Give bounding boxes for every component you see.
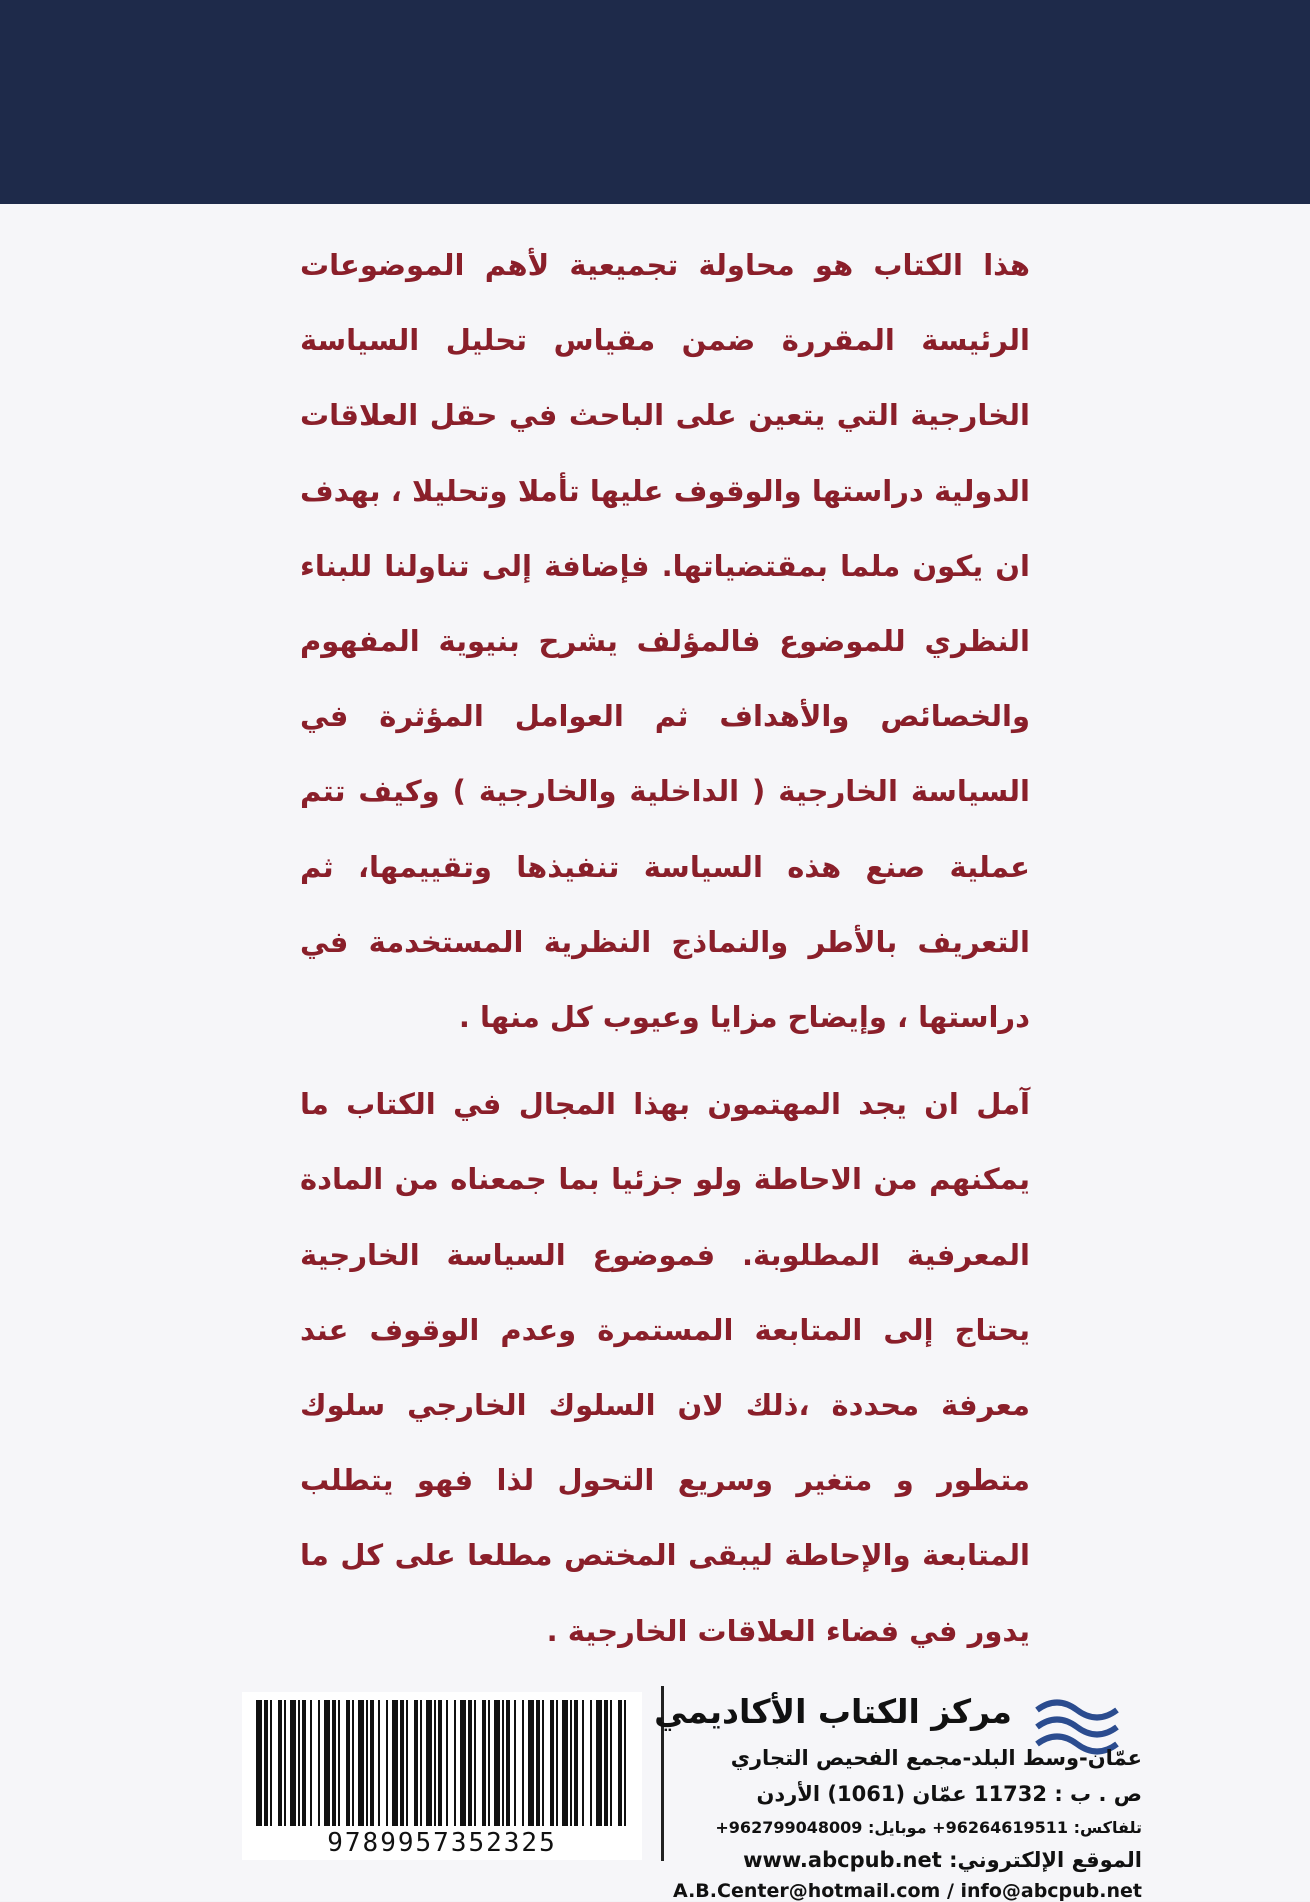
publisher-phone: تلفاكس: 96264619511+ موبايل: 962799048009+ — [715, 1818, 1142, 1837]
barcode-bar — [590, 1700, 592, 1826]
barcode-bar — [446, 1700, 448, 1826]
barcode-bar — [610, 1700, 612, 1826]
blurb-paragraph-1: هذا الكتاب هو محاولة تجميعية لأهم الموضوعات الرئيسة المقررة ضمن مقياس تحليل السياسة الخارجية التي يتعين على الباحث في حقل العلاقات الدولية دراستها والوقوف عليها تأملا وتحليلا ، بهدف ان يكون ملما بمقتضياتها. فإضافة إلى تناولنا للبناء النظري للموضوع فالمؤلف يشرح بنيوية المفهوم والخصائص والأهداف ثم العوامل المؤثرة في السياسة الخارجية ( الداخلية والخارجية ) وكيف تتم عملية صنع هذه السياسة تنفيذها وتقييمها، ثم التعريف بالأطر والنماذج النظرية المستخدمة في دراستها ، وإيضاح مزايا وعيوب كل منها . — [300, 248, 1030, 1035]
barcode-bar — [332, 1700, 336, 1826]
barcode-bar — [358, 1700, 364, 1826]
isbn-number: 9789957352325 — [327, 1828, 557, 1858]
barcode-bar — [528, 1700, 534, 1826]
barcode-bar — [392, 1700, 398, 1826]
barcode-bars — [250, 1700, 634, 1826]
barcode-bar — [434, 1700, 436, 1826]
barcode-bar — [400, 1700, 404, 1826]
barcode-bar — [474, 1700, 476, 1826]
barcode-bar — [596, 1700, 602, 1826]
blurb-text — [300, 228, 1030, 1669]
publisher-address: عمّان-وسط البلد-مجمع الفحيص التجاري — [730, 1746, 1142, 1770]
barcode-bar — [562, 1700, 568, 1826]
barcode-bar — [618, 1700, 622, 1826]
barcode-bar — [468, 1700, 472, 1826]
barcode-bar — [256, 1700, 262, 1826]
barcode-bar — [550, 1700, 554, 1826]
barcode-bar — [406, 1700, 408, 1826]
barcode-bar — [386, 1700, 388, 1826]
barcode-bar — [366, 1700, 368, 1826]
barcode-bar — [582, 1700, 584, 1826]
barcode-bar — [346, 1700, 350, 1826]
barcode-bar — [542, 1700, 544, 1826]
publisher-name: مركز الكتاب الأكاديمي — [654, 1692, 1012, 1731]
barcode-bar — [624, 1700, 626, 1826]
barcode-bar — [604, 1700, 608, 1826]
barcode-bar — [494, 1700, 500, 1826]
barcode-bar — [338, 1700, 340, 1826]
barcode-bar — [352, 1700, 354, 1826]
barcode-bar — [426, 1700, 432, 1826]
barcode-bar — [378, 1700, 380, 1826]
barcode-bar — [318, 1700, 320, 1826]
barcode-bar — [556, 1700, 558, 1826]
barcode — [242, 1692, 642, 1860]
barcode-bar — [522, 1700, 524, 1826]
barcode-bar — [536, 1700, 540, 1826]
barcode-bar — [414, 1700, 418, 1826]
barcode-bar — [284, 1700, 286, 1826]
barcode-bar — [264, 1700, 268, 1826]
blurb-paragraph-2: آمل ان يجد المهتمون بهذا المجال في الكتاب ما يمكنهم من الاحاطة ولو جزئيا بما جمعناه من المادة المعرفية المطلوبة. فموضوع السياسة الخارجية يحتاج إلى المتابعة المستمرة وعدم الوقوف عند معرفة محددة ،ذلك لان السلوك الخارجي سلوك متطور و متغير وسريع التحول لذا فهو يتطلب المتابعة والإحاطة ليبقى المختص مطلعا على كل ما يدور في فضاء العلاقات الخارجية . — [300, 1087, 1030, 1648]
barcode-bar — [270, 1700, 272, 1826]
barcode-bar — [574, 1700, 578, 1826]
barcode-bar — [290, 1700, 296, 1826]
barcode-bar — [570, 1700, 572, 1826]
top-band — [0, 0, 1310, 204]
barcode-bar — [514, 1700, 516, 1826]
barcode-bar — [506, 1700, 510, 1826]
barcode-bar — [438, 1700, 442, 1826]
barcode-bar — [460, 1700, 466, 1826]
barcode-bar — [278, 1700, 282, 1826]
barcode-bar — [488, 1700, 490, 1826]
publisher-emails: A.B.Center@hotmail.com / info@abcpub.net — [673, 1880, 1142, 1902]
barcode-bar — [370, 1700, 374, 1826]
publisher-po-box: ص . ب : 11732 عمّان (1061) الأردن — [756, 1782, 1142, 1806]
publisher-info — [654, 1692, 1142, 1902]
barcode-bar — [310, 1700, 312, 1826]
barcode-bar — [302, 1700, 306, 1826]
publisher-website: الموقع الإلكتروني: www.abcpub.net — [743, 1848, 1142, 1872]
barcode-bar — [502, 1700, 504, 1826]
barcode-bar — [298, 1700, 300, 1826]
barcode-bar — [454, 1700, 456, 1826]
barcode-bar — [420, 1700, 422, 1826]
barcode-bar — [482, 1700, 486, 1826]
barcode-bar — [324, 1700, 330, 1826]
